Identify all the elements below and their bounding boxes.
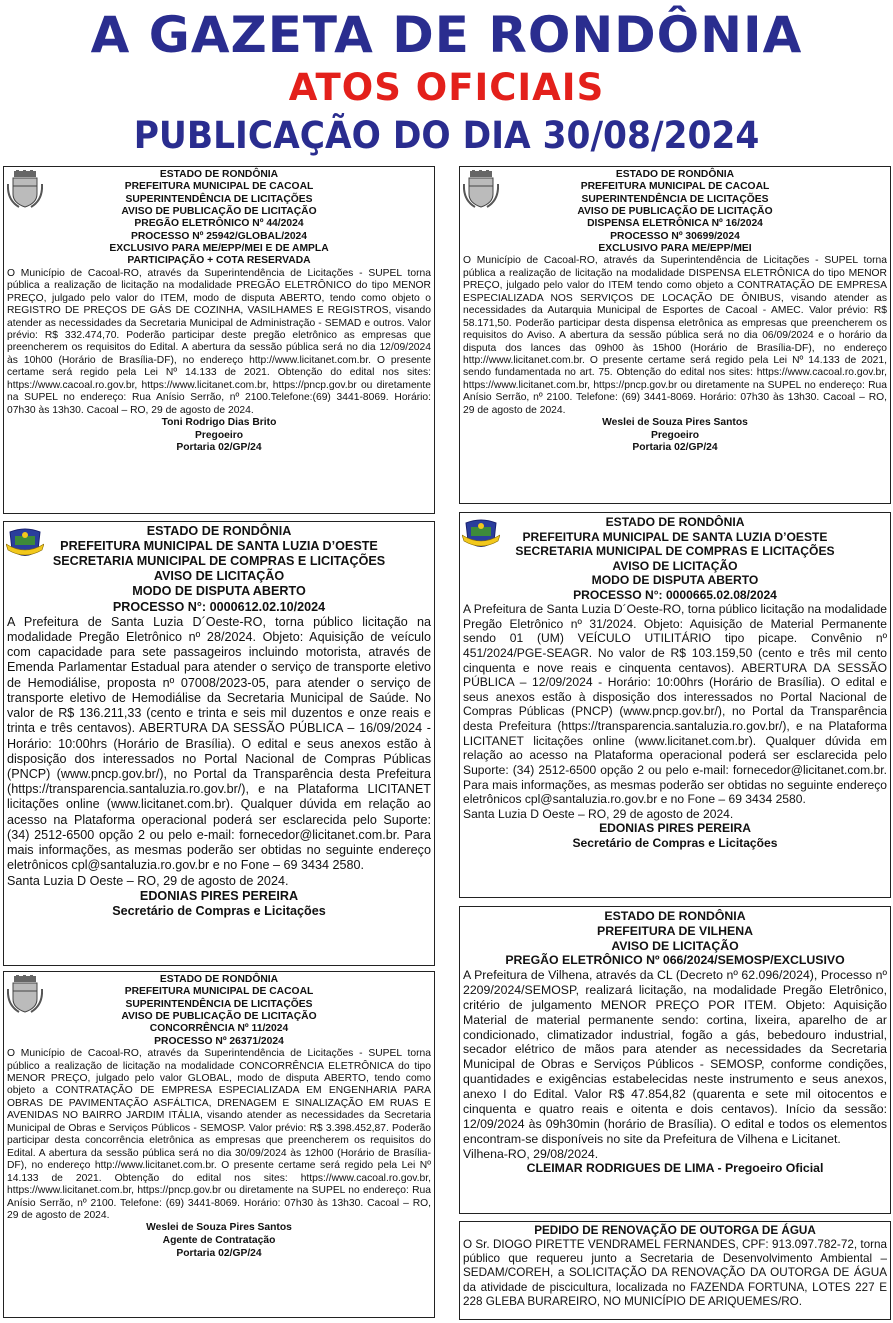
notice-body: O Sr. DIOGO PIRETTE VENDRAMEL FERNANDES, CPF: 913.097.782-72, torna público que requereu junto a Secretaria de Desenvolvimento Ambiental – SEDAM/COREH, a SOLICITAÇÃO DA RENOVAÇÃO DA OUTORGA DE ÁGUA da atividade de piscicultura, localizada no FAZENDA FORTUNA, LOTES 227 E 228 GLEBA BURAREIRO, NO MUNICÍPIO DE ARIQUEMES/RO. bbox=[463, 1238, 887, 1308]
notice-vilhena-pregao-066 bbox=[459, 906, 891, 1214]
notice-body: O Município de Cacoal-RO, através da Superintendência de Licitações - SUPEL torna pública a realização de licitação na modalidade PREGÃO ELETRÔNICO do tipo MENOR PREÇO, julgado pelo valor do ITEM, modo de disputa ABERTO, tendo como objeto o REGISTRO DE PREÇOS DE GÁS DE COZINHA, VASILHAMES E REGISTROS, visando atender as necessidades da Secretaria Municipal de Administração - SEMAD e outros. Valor prévio: R$ 332.474,70. Poderão participar deste pregão eletrônico as empresas que preencherem os requisitos do Edital. A abertura da sessão pública será no dia 12/09/2024 às 10h00 (Horário de Brasília-DF), no endereço http://www.licitanet.com.br. O presente certame será regido pela Lei Nº 14.133 de 2021. Obtenção do edital nos sites: https://www.cacoal.ro.gov.br, https://www.licitanet.com.br, https://pncp.gov.br ou diretamente na SUPEL no endereço: Rua Anísio Serrão, nº 2100.Telefone:(69) 3441-8069. Horário: 07h30 às 13h30. Cacoal – RO, 29 de agosto de 2024. bbox=[7, 267, 431, 416]
notice-body: A Prefeitura de Santa Luzia D´Oeste-RO, torna público licitação na modalidade Pregão Eletrônico nº 28/2024. Objeto: Aquisição de veículo com capacidade para sete passageiros incluindo motorista, através de Emenda Parlamentar Estadual para atender o serviço de transporte eletivo de Hemodiálise, proposta nº 07008/2023-05, para atender o serviço de transporte eletivo de Hemodiálise da Secretaria Municipal de Saúde. No valor de R$ 136.211,33 (cento e trinta e seis mil duzentos e onze reais e trinta e três centavos). ABERTURA DA SESSÃO PÚBLICA – 16/09/2024 - Horário: 10:00hrs (Horário de Brasília). O edital e seus anexos estão à disposição dos interessados no Portal Nacional de Compras Públicas (PNCP) (www.pncp.gov.br/), no Portal da Transparência desta Prefeitura (https://transparencia.santaluzia.ro.gov.br/), e na Plataforma LICITANET licitações online (www.licitanet.com.br). Qualquer dúvida em relação ao acesso na Plataforma operacional poderá ser esclarecida pelo Suporte: (34) 2512-6500 opção 2 ou pelo e-mail: fornecedor@licitanet.com.br. Para mais informações, as mesmas poderão ser obtidas no seguinte endereço eletrônicos cpl@santaluzia.ro.gov.br e no Fone – 69 3434 2580. Santa Luzia D Oeste – RO, 29 de agosto de 2024. bbox=[7, 614, 431, 888]
notice-header: ESTADO DE RONDÔNIA PREFEITURA DE VILHENA AVISO DE LICITAÇÃO PREGÃO ELETRÔNICO Nº 066/2024/SEMOSP/EXCLUSIVO bbox=[505, 909, 845, 968]
notice-santa-luzia-0000665 bbox=[459, 512, 891, 898]
publication-date: PUBLICAÇÃO DO DIA 30/08/2024 bbox=[133, 114, 760, 157]
cacoal-crest-icon bbox=[7, 975, 43, 1015]
notice-header: ESTADO DE RONDÔNIA PREFEITURA MUNICIPAL DE CACOAL SUPERINTENDÊNCIA DE LICITAÇÕES AVISO DE PUBLICAÇÃO DE LICITAÇÃO PREGÃO ELETRÔNICO Nº 44/2024 PROCESSO Nº 25942/GLOBAL/2024 EXCLUSIVO PARA ME/EPP/MEI E DE AMPLA PARTICIPAÇÃO + COTA RESERVADA bbox=[109, 169, 329, 267]
notice-signature: Weslei de Souza Pires Santos Agente de Contratação Portaria 02/GP/24 bbox=[146, 1222, 292, 1259]
notice-header: ESTADO DE RONDÔNIA PREFEITURA MUNICIPAL DE SANTA LUZIA D’OESTE SECRETARIA MUNICIPAL DE COMPRAS E LICITAÇÕES AVISO DE LICITAÇÃO MODO DE DISPUTA ABERTO PROCESSO N°: 0000612.02.10/2024 bbox=[52, 524, 386, 614]
notice-header: ESTADO DE RONDÔNIA PREFEITURA MUNICIPAL DE CACOAL SUPERINTENDÊNCIA DE LICITAÇÕES AVISO DE PUBLICAÇÃO DE LICITAÇÃO CONCORRÊNCIA Nº 11/2024 PROCESSO Nº 26371/2024 bbox=[121, 974, 317, 1047]
notice-outorga-agua bbox=[459, 1221, 891, 1320]
notice-header: PEDIDO DE RENOVAÇÃO DE OUTORGA DE ÁGUA bbox=[534, 1224, 816, 1237]
notice-signature: EDONIAS PIRES PEREIRA Secretário de Compras e Licitações bbox=[112, 888, 326, 919]
cacoal-crest-icon bbox=[463, 170, 499, 210]
notice-cacoal-dispensa-16 bbox=[459, 166, 891, 504]
notice-header: ESTADO DE RONDÔNIA PREFEITURA MUNICIPAL DE SANTA LUZIA D’OESTE SECRETARIA MUNICIPAL DE COMPRAS E LICITAÇÕES AVISO DE LICITAÇÃO MODO DE DISPUTA ABERTO PROCESSO N°: 0000665.02.08/2024 bbox=[515, 515, 835, 602]
notice-signature: Weslei de Souza Pires Santos Pregoeiro Portaria 02/GP/24 bbox=[602, 417, 748, 454]
notice-body: A Prefeitura de Santa Luzia D´Oeste-RO, torna público licitação na modalidade Pregão Eletrônico nº 31/2024. Objeto: Aquisição de Material Permanente sendo 01 (UM) VEÍCULO UTILITÁRIO tipo picape. Convênio nº 451/2024/PGE-SEAGR. No valor de R$ 103.159,50 (cento e três mil cento cinquenta e nove reais e cinquenta centavos). ABERTURA DA SESSÃO PÚBLICA – 12/09/2024 - Horário: 10:00hrs (Horário de Brasília). O edital e seus anexos estão à disposição dos interessados no Portal Nacional de Compras Públicas (PNCP) (www.pncp.gov.br/), no Portal da Transparência desta Prefeitura (https://transparencia.santaluzia.ro.gov.br/), e na Plataforma LICITANET licitações online (www.licitanet.com.br). Qualquer dúvida em relação ao acesso na Plataforma operacional poderá ser esclarecida pelo Suporte: (34) 2512-6500 opção 2 ou pelo e-mail: fornecedor@licitanet.com.br. Para mais informações, as mesmas poderão ser obtidas no seguinte endereço eletrônicos cpl@santaluzia.ro.gov.br e no Fone – 69 3434 2580. Santa Luzia D Oeste – RO, 29 de agosto de 2024. bbox=[463, 602, 887, 821]
notice-cacoal-concorrencia-11 bbox=[3, 971, 435, 1318]
santa-luzia-crest-icon bbox=[462, 517, 500, 553]
notice-body: A Prefeitura de Vilhena, através da CL (Decreto nº 62.096/2024), Processo nº 2209/2024/SEMOSP, realizará licitação, na modalidade Pregão Eletrônico, critério de julgamento MENOR PREÇO POR ITEM. Objeto: Aquisição Material de material permanente sendo: cortina, lixeira, aparelho de ar condicionado, climatizador industrial, fogão a gás, bebedouro industrial, secador elétrico de mãos para atender as necessidades da Secretaria Municipal de Obras e Serviços Públicos - SEMOSP, conforme condições, quantidades e exigências estabelecidas neste instrumento e seus anexos, anexo I do Edital. Valor R$ 47.854,82 (quarenta e sete mil oitocentos e cinquenta e quatro reais e oitenta e dois centavos). Início da sessão: 12/09/2024 às 09h30min (horário de Brasília). O edital e todos os elementos encontram-se disponíveis no site da Prefeitura de Vilhena e Licitanet. Vilhena-RO, 29/08/2024. bbox=[463, 968, 887, 1161]
newspaper-title: A GAZETA DE RONDÔNIA bbox=[90, 6, 803, 64]
notice-cacoal-pregao-44 bbox=[3, 166, 435, 514]
cacoal-crest-icon bbox=[7, 170, 43, 210]
notice-header: ESTADO DE RONDÔNIA PREFEITURA MUNICIPAL DE CACOAL SUPERINTENDÊNCIA DE LICITAÇÕES AVISO DE PUBLICAÇÃO DE LICITAÇÃO DISPENSA ELETRÔNICA Nº 16/2024 PROCESSO Nº 30699/2024 EXCLUSIVO PARA ME/EPP/MEI bbox=[577, 169, 773, 255]
santa-luzia-crest-icon bbox=[6, 526, 44, 562]
notice-body: O Município de Cacoal-RO, através da Superintendência de Licitações - SUPEL torna pública a realização de licitação na modalidade DISPENSA ELETRÔNICA do tipo MENOR PREÇO, julgado pelo valor do ITEM tendo como objeto a CONTRATAÇÃO DE EMPRESA ESPECIALIZADA NOS SERVIÇOS DE LOCAÇÃO DE ÔNIBUS, visando atender as necessidades da Autarquia Municipal de Esportes de Cacoal - AMEC. Valor prévio: R$ 58.171,50. Poderão participar desta dispensa eletrônica as empresas que preencherem os requisitos do Aviso. A abertura da sessão pública será no dia 06/09/2024 e o horário da disputa dos lances das 09h00 às 15h00 (Horário de Brasília-DF), no endereço http://www.licitanet.com.br. O presente certame será regido pela Lei Nº 14.133 de 2021, sendo fundamentada no art. 75. Obtenção do edital nos sites: https://www.cacoal.ro.gov.br, https://www.licitanet.com.br, https://pncp.gov.br ou diretamente na SUPEL no endereço: Rua Anísio Serrão, nº 2100. Telefone: (69) 3441-8069. Horário: 07h30 às 13h30. Cacoal – RO, 29 de agosto de 2024. bbox=[463, 255, 887, 416]
notice-signature: CLEIMAR RODRIGUES DE LIMA - Pregoeiro Oficial bbox=[526, 1161, 824, 1176]
notice-signature: Toni Rodrigo Dias Brito Pregoeiro Portaria 02/GP/24 bbox=[161, 417, 277, 454]
section-title: ATOS OFICIAIS bbox=[288, 66, 605, 109]
notice-santa-luzia-0000612 bbox=[3, 521, 435, 966]
notice-body: O Município de Cacoal-RO, através da Superintendência de Licitações - SUPEL torna público a realização de licitação na modalidade CONCORRÊNCIA ELETRÔNICA do tipo MENOR PREÇO, julgado pelo valor GLOBAL, modo de disputa ABERTO, tendo como objeto a CONTRATAÇÃO DE EMPRESA ESPECIALIZADA EM ENGENHARIA PARA OBRAS DE PAVIMENTAÇÃO ASFÁLTICA, DRENAGEM E SINALIZAÇÃO EM RUAS E AVENIDAS NO BAIRRO JARDIM ITÁLIA, visando atender as necessidades da Secretaria Municipal de Obras e Serviços Públicos - SEMOSP. Valor prévio: R$ 3.398.452,87. Poderão participar desta concorrência eletrônica as empresas que preencherem os requisitos do Edital. A abertura da sessão pública será no dia 30/09/2024 às 12h00 (Horário de Brasília-DF), no endereço http://www.licitanet.com.br. O presente certame será regido pela Lei Nº 14.133 de 2021. Obtenção do edital nos sites: https://www.cacoal.ro.gov.br, https://www.licitanet.com.br, https://pncp.gov.br ou diretamente na SUPEL no endereço: Rua Anísio Serrão, nº 2100. Telefone: (69) 3441-8069. Horário: 07h30 às 13h30. Cacoal – RO, 29 de agosto de 2024. bbox=[7, 1048, 431, 1221]
notice-signature: EDONIAS PIRES PEREIRA Secretário de Compras e Licitações bbox=[572, 821, 778, 851]
